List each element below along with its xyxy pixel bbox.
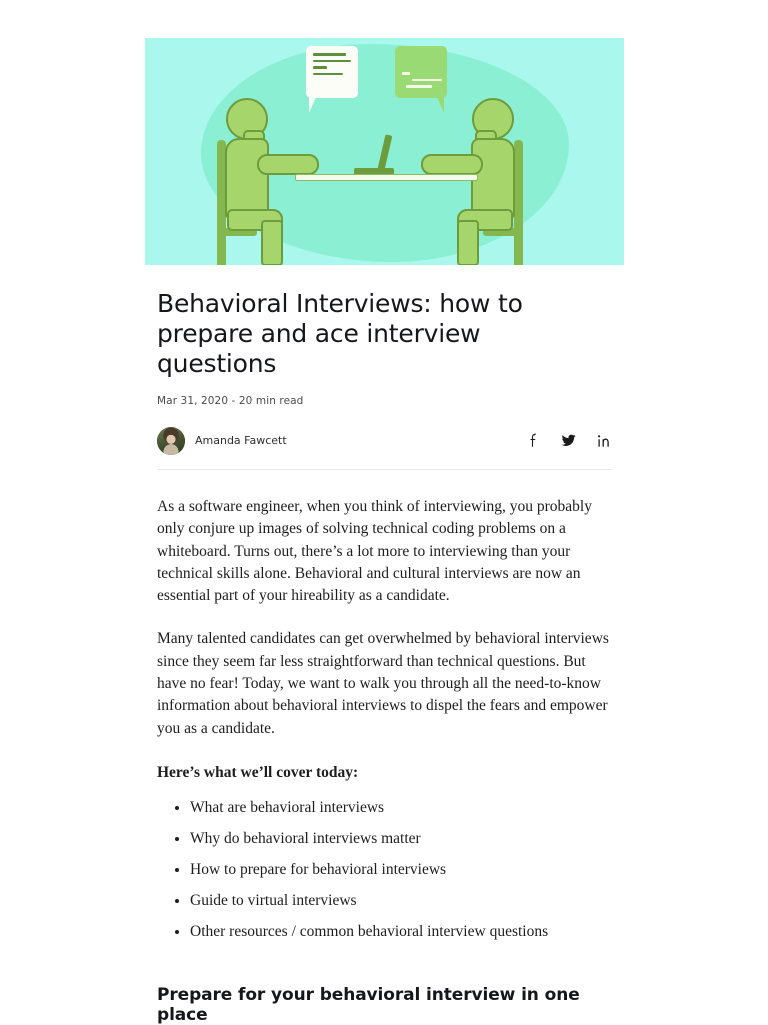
linkedin-icon[interactable] (595, 431, 612, 450)
facebook-icon[interactable] (525, 431, 542, 450)
twitter-icon[interactable] (560, 431, 577, 450)
list-item[interactable]: How to prepare for behavioral interviews (157, 860, 612, 880)
list-item[interactable]: What are behavioral interviews (157, 798, 612, 818)
speech-bubble-white-icon (306, 46, 358, 98)
social-share-group (525, 431, 612, 450)
hero-illustration (145, 38, 624, 265)
list-item[interactable]: Other resources / common behavioral interview questions (157, 922, 612, 942)
post-meta: Mar 31, 2020 - 20 min read (157, 395, 304, 407)
list-item[interactable]: Guide to virtual interviews (157, 891, 612, 911)
article-container (145, 38, 624, 1025)
byline (157, 427, 612, 457)
cover-list (157, 798, 612, 942)
avatar[interactable] (157, 427, 185, 455)
speech-bubble-green-icon (395, 46, 447, 98)
cover-list-lead-in: Here’s what we’ll cover today: (157, 763, 359, 781)
article-body (157, 496, 612, 784)
author-name[interactable]: Amanda Fawcett (195, 434, 287, 447)
paragraph: Many talented candidates can get overwhelmed by behavioral interviews since they seem far less straightforward than technical questions. But have no fear! Today, we want to walk you through all the need-to-know information about behavioral interviews to dispel the fears and empower you as a candidate. (157, 630, 609, 737)
byline-divider (157, 469, 612, 470)
page-title: Behavioral Interviews: how to prepare and ace interview questions (157, 289, 523, 378)
paragraph: As a software engineer, when you think of interviewing, you probably only conjure up images of solving technical coding problems on a whiteboard. Turns out, there’s a lot more to interviewing than your technical skills alone. Behavioral and cultural interviews are now an essential part of your hireability as a candidate. (157, 498, 592, 605)
list-item[interactable]: Why do behavioral interviews matter (157, 829, 612, 849)
table-surface (295, 174, 478, 181)
section-heading: Prepare for your behavioral interview in one place (157, 985, 580, 1025)
